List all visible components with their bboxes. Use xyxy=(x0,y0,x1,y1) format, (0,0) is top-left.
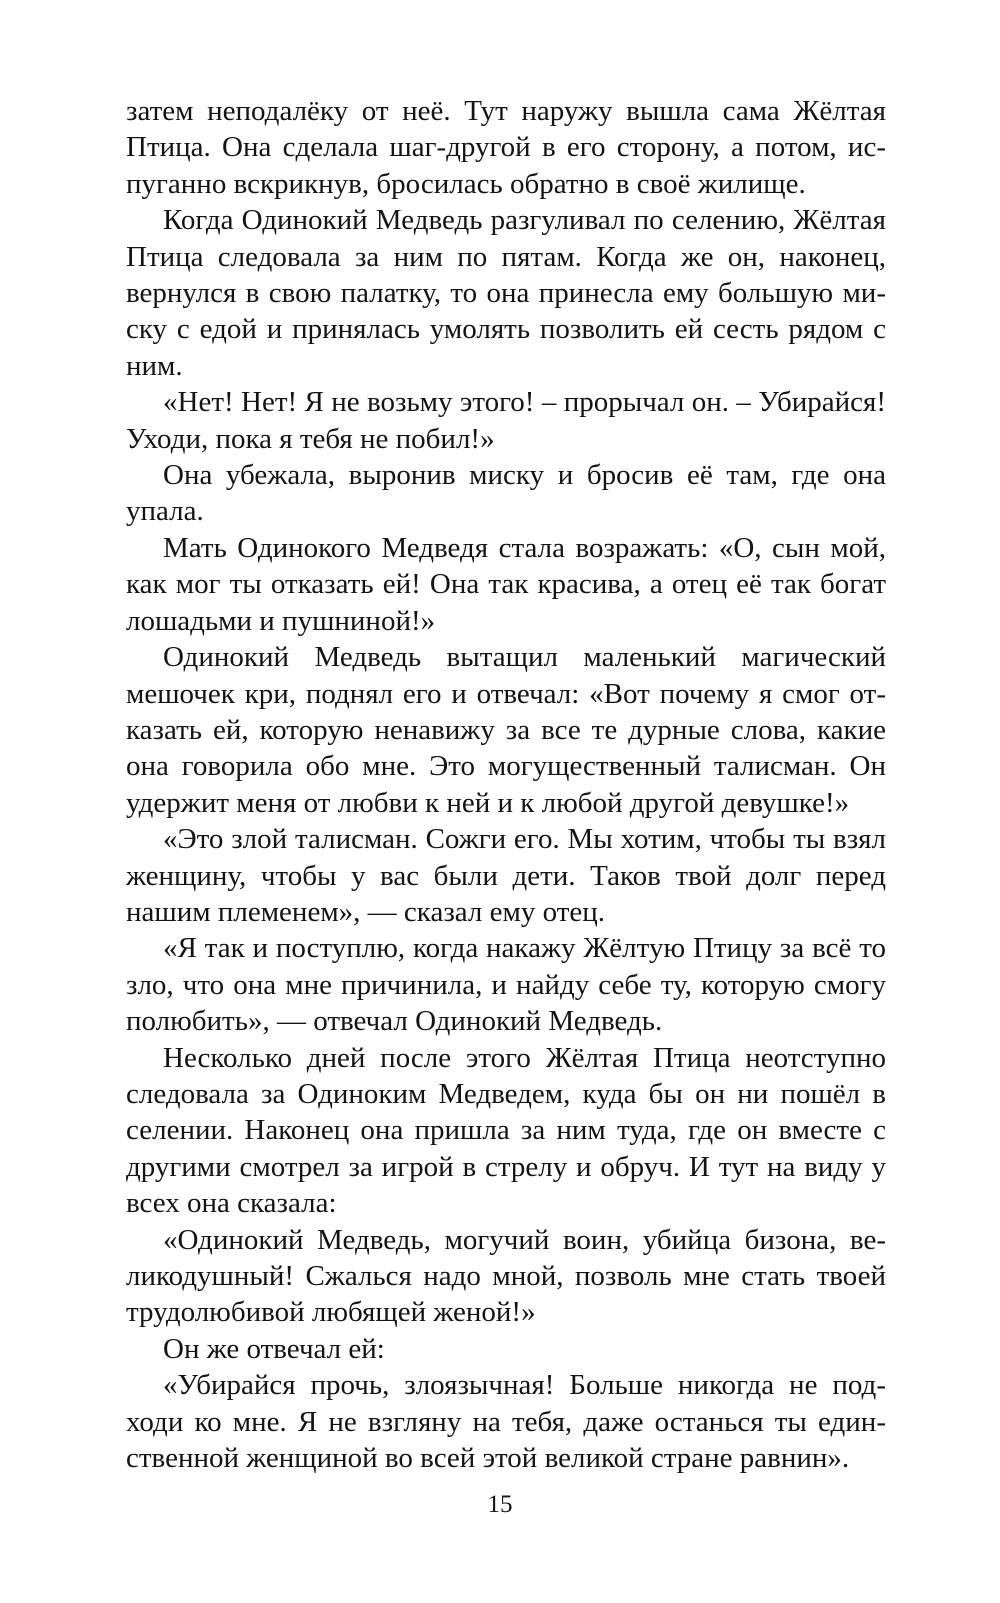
paragraph-3: «Нет! Нет! Я не возьму этого! – прорычал он. – Убирайся! Уходи, пока я тебя не побил!» xyxy=(126,386,886,455)
paragraph-1: затем неподалёку от неё. Тут наружу вышла сама Жёлтая Птица. Она сделала шаг-другой в его сторону, а потом, испуганно вскрикнув, бросилась обратно в своё жилище. xyxy=(126,95,886,200)
paragraph-9: Несколько дней после этого Жёлтая Птица неотступно следовала за Одиноким Медведем, куда бы он ни пошёл в селении. Наконец она пришла за ним туда, где он вместе с другими смотрел за игрой в стрелу и обруч. И тут на виду у всех она сказала: xyxy=(126,1041,886,1220)
paragraph-11: Он же отвечал ей: xyxy=(163,1332,385,1365)
paragraph-7: «Это злой талисман. Сожги его. Мы хотим, чтобы ты взял женщину, чтобы у вас были дети. Таков твой долг перед нашим племенем», — сказал ему отец. xyxy=(126,823,886,928)
paragraph-5: Мать Одинокого Медведя стала возражать: «О, сын мой, как мог ты отказать ей! Она так красива, а отец её так богат лошадьми и пушниной!» xyxy=(126,531,886,637)
paragraph-12: «Убирайся прочь, злоязычная! Больше никогда не подходи ко мне. Я не взгляну на тебя, даже останься ты единственной женщиной во всей этой великой стране равнин». xyxy=(126,1369,886,1475)
page-number: 15 xyxy=(487,1491,513,1518)
body-text xyxy=(126,93,886,1476)
paragraph-2: Когда Одинокий Медведь разгуливал по селению, Жёлтая Птица следовала за ним по пятам. Когда же он, наконец, вернулся в свою палатку, то она принесла ему большую миску с едой и принялась умолять позволить ей сесть рядом с ним. xyxy=(126,204,886,382)
paragraph-6: Одинокий Медведь вытащил маленький магический мешочек кри, поднял его и отвечал: «Вот почему я смог отказать ей, которую ненавижу за все те дурные слова, какие она говорила обо мне. Это могущественный талисман. Он удержит меня от любви к ней и к любой другой девушке!» xyxy=(126,641,886,819)
paragraph-4: Она убежала, выронив миску и бросив её там, где она упала. xyxy=(126,459,886,528)
paragraph-8: «Я так и поступлю, когда накажу Жёлтую Птицу за всё то зло, что она мне причинила, и найду себе ту, которую смогу полюбить», — отвечал Одинокий Медведь. xyxy=(126,932,886,1038)
paragraph-10: «Одинокий Медведь, могучий воин, убийца бизона, великодушный! Сжалься надо мной, позволь мне стать твоей трудолюбивой любящей женой!» xyxy=(126,1223,886,1329)
